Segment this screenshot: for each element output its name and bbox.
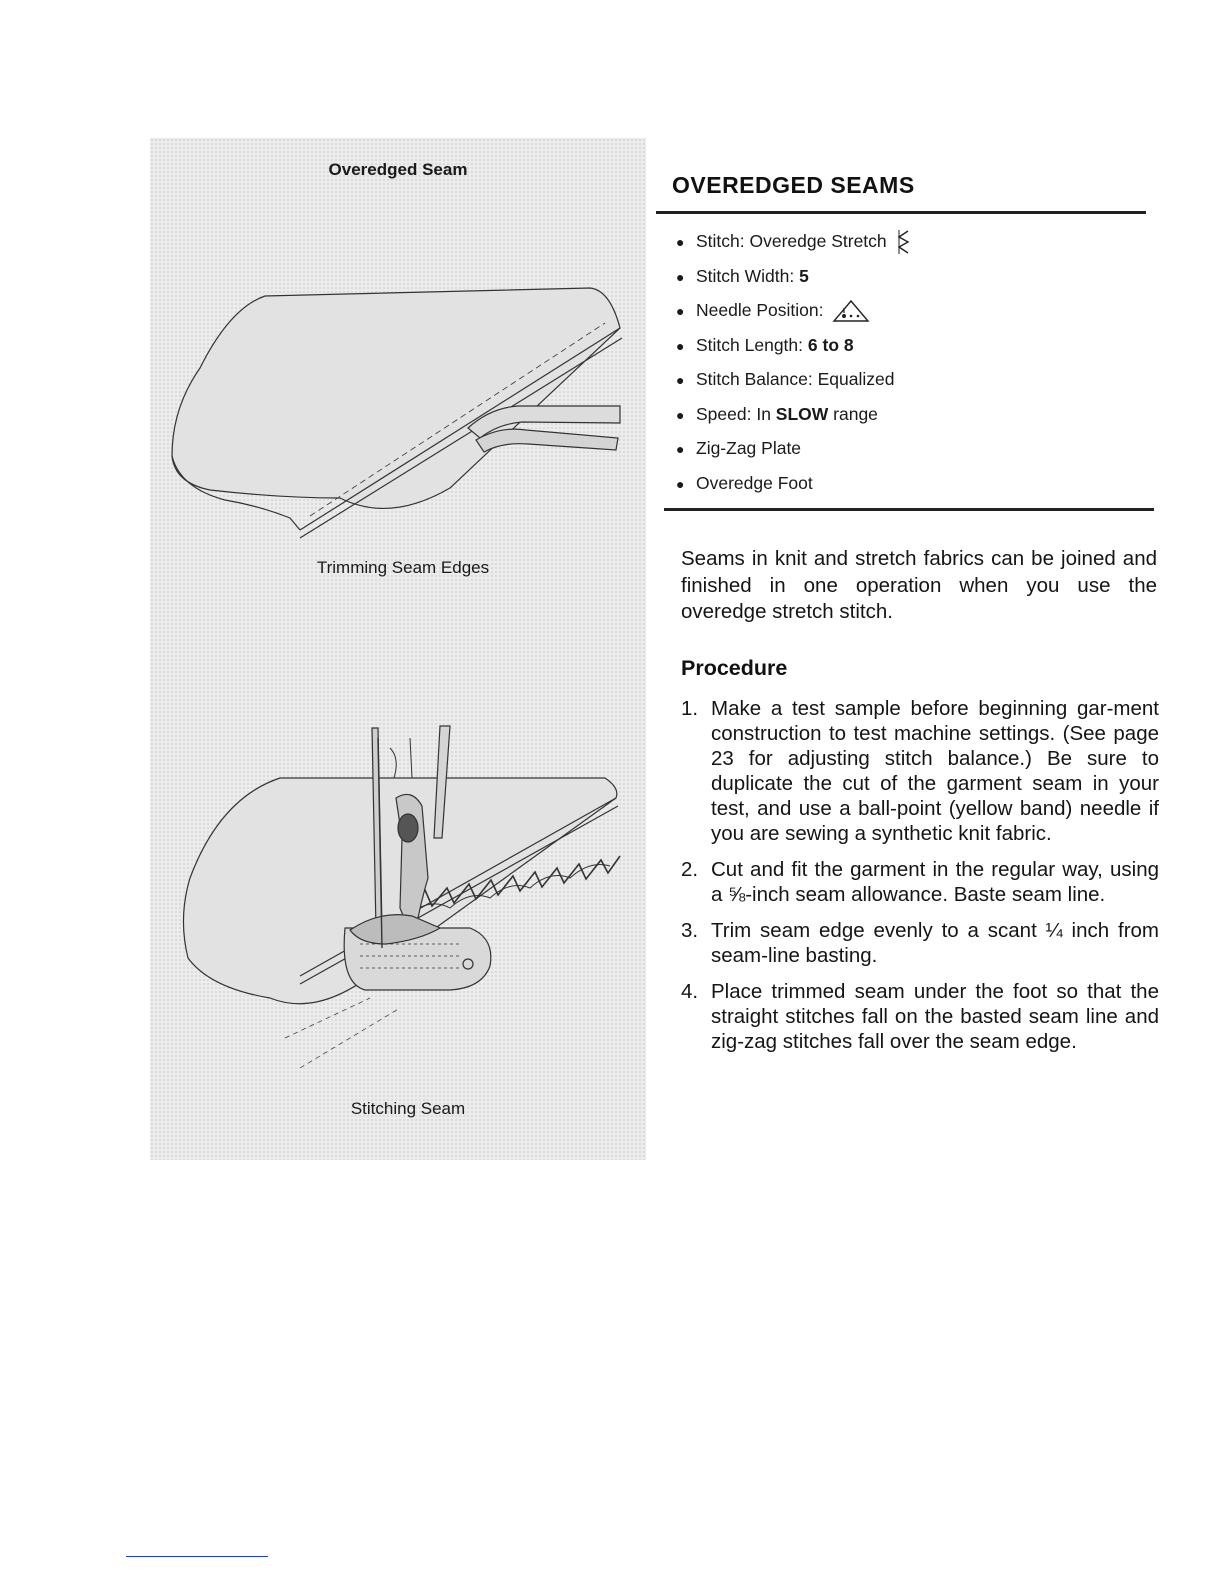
step-text: Cut and fit the garment in the regular way, using a ⅝-inch seam allowance. Baste seam line. (711, 858, 1159, 906)
spec-label: Stitch Width: (696, 265, 800, 286)
spec-stitch (676, 226, 910, 261)
caption-trimming-seam-edges: Trimming Seam Edges (316, 558, 490, 577)
step-text: Make a test sample before beginning gar-ment construction to test machine settings. (See page 23 for adjusting stitch balance.) Be sure to duplicate the cut of the garment seam in your test, and use a ball-point (yellow band) needle if you are sewing a synthetic knit fabric. (711, 697, 1159, 845)
stitching-seam-illustration (183, 726, 620, 1068)
spec-needle-position (676, 295, 910, 330)
procedure-step (681, 918, 1159, 968)
caption-overedged-seam: Overedged Seam (328, 160, 468, 179)
title-divider (656, 211, 1146, 214)
thread-guide (390, 738, 412, 778)
procedure-heading: Procedure (681, 656, 788, 680)
spec-value: Overedge Stretch (749, 231, 887, 251)
spec-label: Needle Position: (696, 300, 829, 320)
procedure-steps (681, 696, 1159, 1065)
fabric-piece-top (172, 288, 620, 508)
bullet-icon: ● (676, 234, 685, 250)
spec-stitch-length (676, 330, 910, 365)
intro-paragraph: Seams in knit and stretch fabrics can be joined and finished in one operation when you use the overedge stretch stitch. (681, 547, 1157, 623)
illustration-panel (150, 138, 646, 1160)
overedge-stitch-icon (896, 229, 910, 255)
needle-position-left-icon (832, 299, 870, 323)
machine-settings-list (676, 226, 910, 502)
spec-foot (676, 468, 910, 503)
spec-label: Overedge Foot (696, 472, 813, 493)
spec-value: 5 (799, 265, 809, 286)
bullet-icon: ● (676, 337, 685, 354)
step-number: 1. (681, 697, 699, 720)
bullet-icon: ● (676, 441, 685, 457)
spec-label: Stitch: (696, 231, 750, 251)
spec-suffix: range (828, 403, 878, 424)
footer-rule (126, 1556, 268, 1557)
spec-stitch-balance (676, 364, 910, 399)
spec-speed (676, 399, 910, 434)
spec-value: 6 to 8 (807, 334, 854, 355)
step-number: 4. (681, 980, 699, 1003)
settings-divider (664, 508, 1154, 511)
illustration-svg (150, 138, 646, 1160)
step-number: 2. (681, 858, 699, 881)
procedure-step (681, 979, 1159, 1054)
spec-label: Stitch Balance: (696, 369, 818, 389)
step-text: Place trimmed seam under the foot so that the straight stitches fall on the basted seam line and zig-zag stitches fall over the seam edge. (711, 980, 1159, 1053)
foot-screw (398, 814, 418, 842)
spec-label: Speed: In (696, 403, 776, 424)
caption-stitching-seam: Stitching Seam (350, 1099, 466, 1118)
spec-value: Equalized (817, 369, 895, 389)
procedure-step (681, 857, 1159, 907)
trimming-seam-illustration (172, 288, 622, 538)
step-text: Trim seam edge evenly to a scant ¼ inch from seam-line basting. (711, 919, 1159, 967)
bullet-icon: ● (676, 406, 685, 423)
spec-plate (676, 433, 910, 468)
bullet-icon: ● (676, 303, 685, 319)
spec-value: SLOW (775, 403, 829, 424)
step-number: 3. (681, 919, 699, 942)
bullet-icon: ● (676, 372, 685, 388)
bullet-icon: ● (676, 475, 685, 492)
trimmed-strip-2 (476, 429, 618, 452)
feed-guide-2 (300, 1008, 400, 1068)
section-title: OVEREDGED SEAMS (672, 172, 915, 198)
bullet-icon: ● (676, 268, 685, 285)
spec-label: Stitch Length: (696, 334, 808, 355)
spec-stitch-width (676, 261, 910, 296)
procedure-step (681, 696, 1159, 846)
spec-label: Zig-Zag Plate (696, 438, 802, 458)
